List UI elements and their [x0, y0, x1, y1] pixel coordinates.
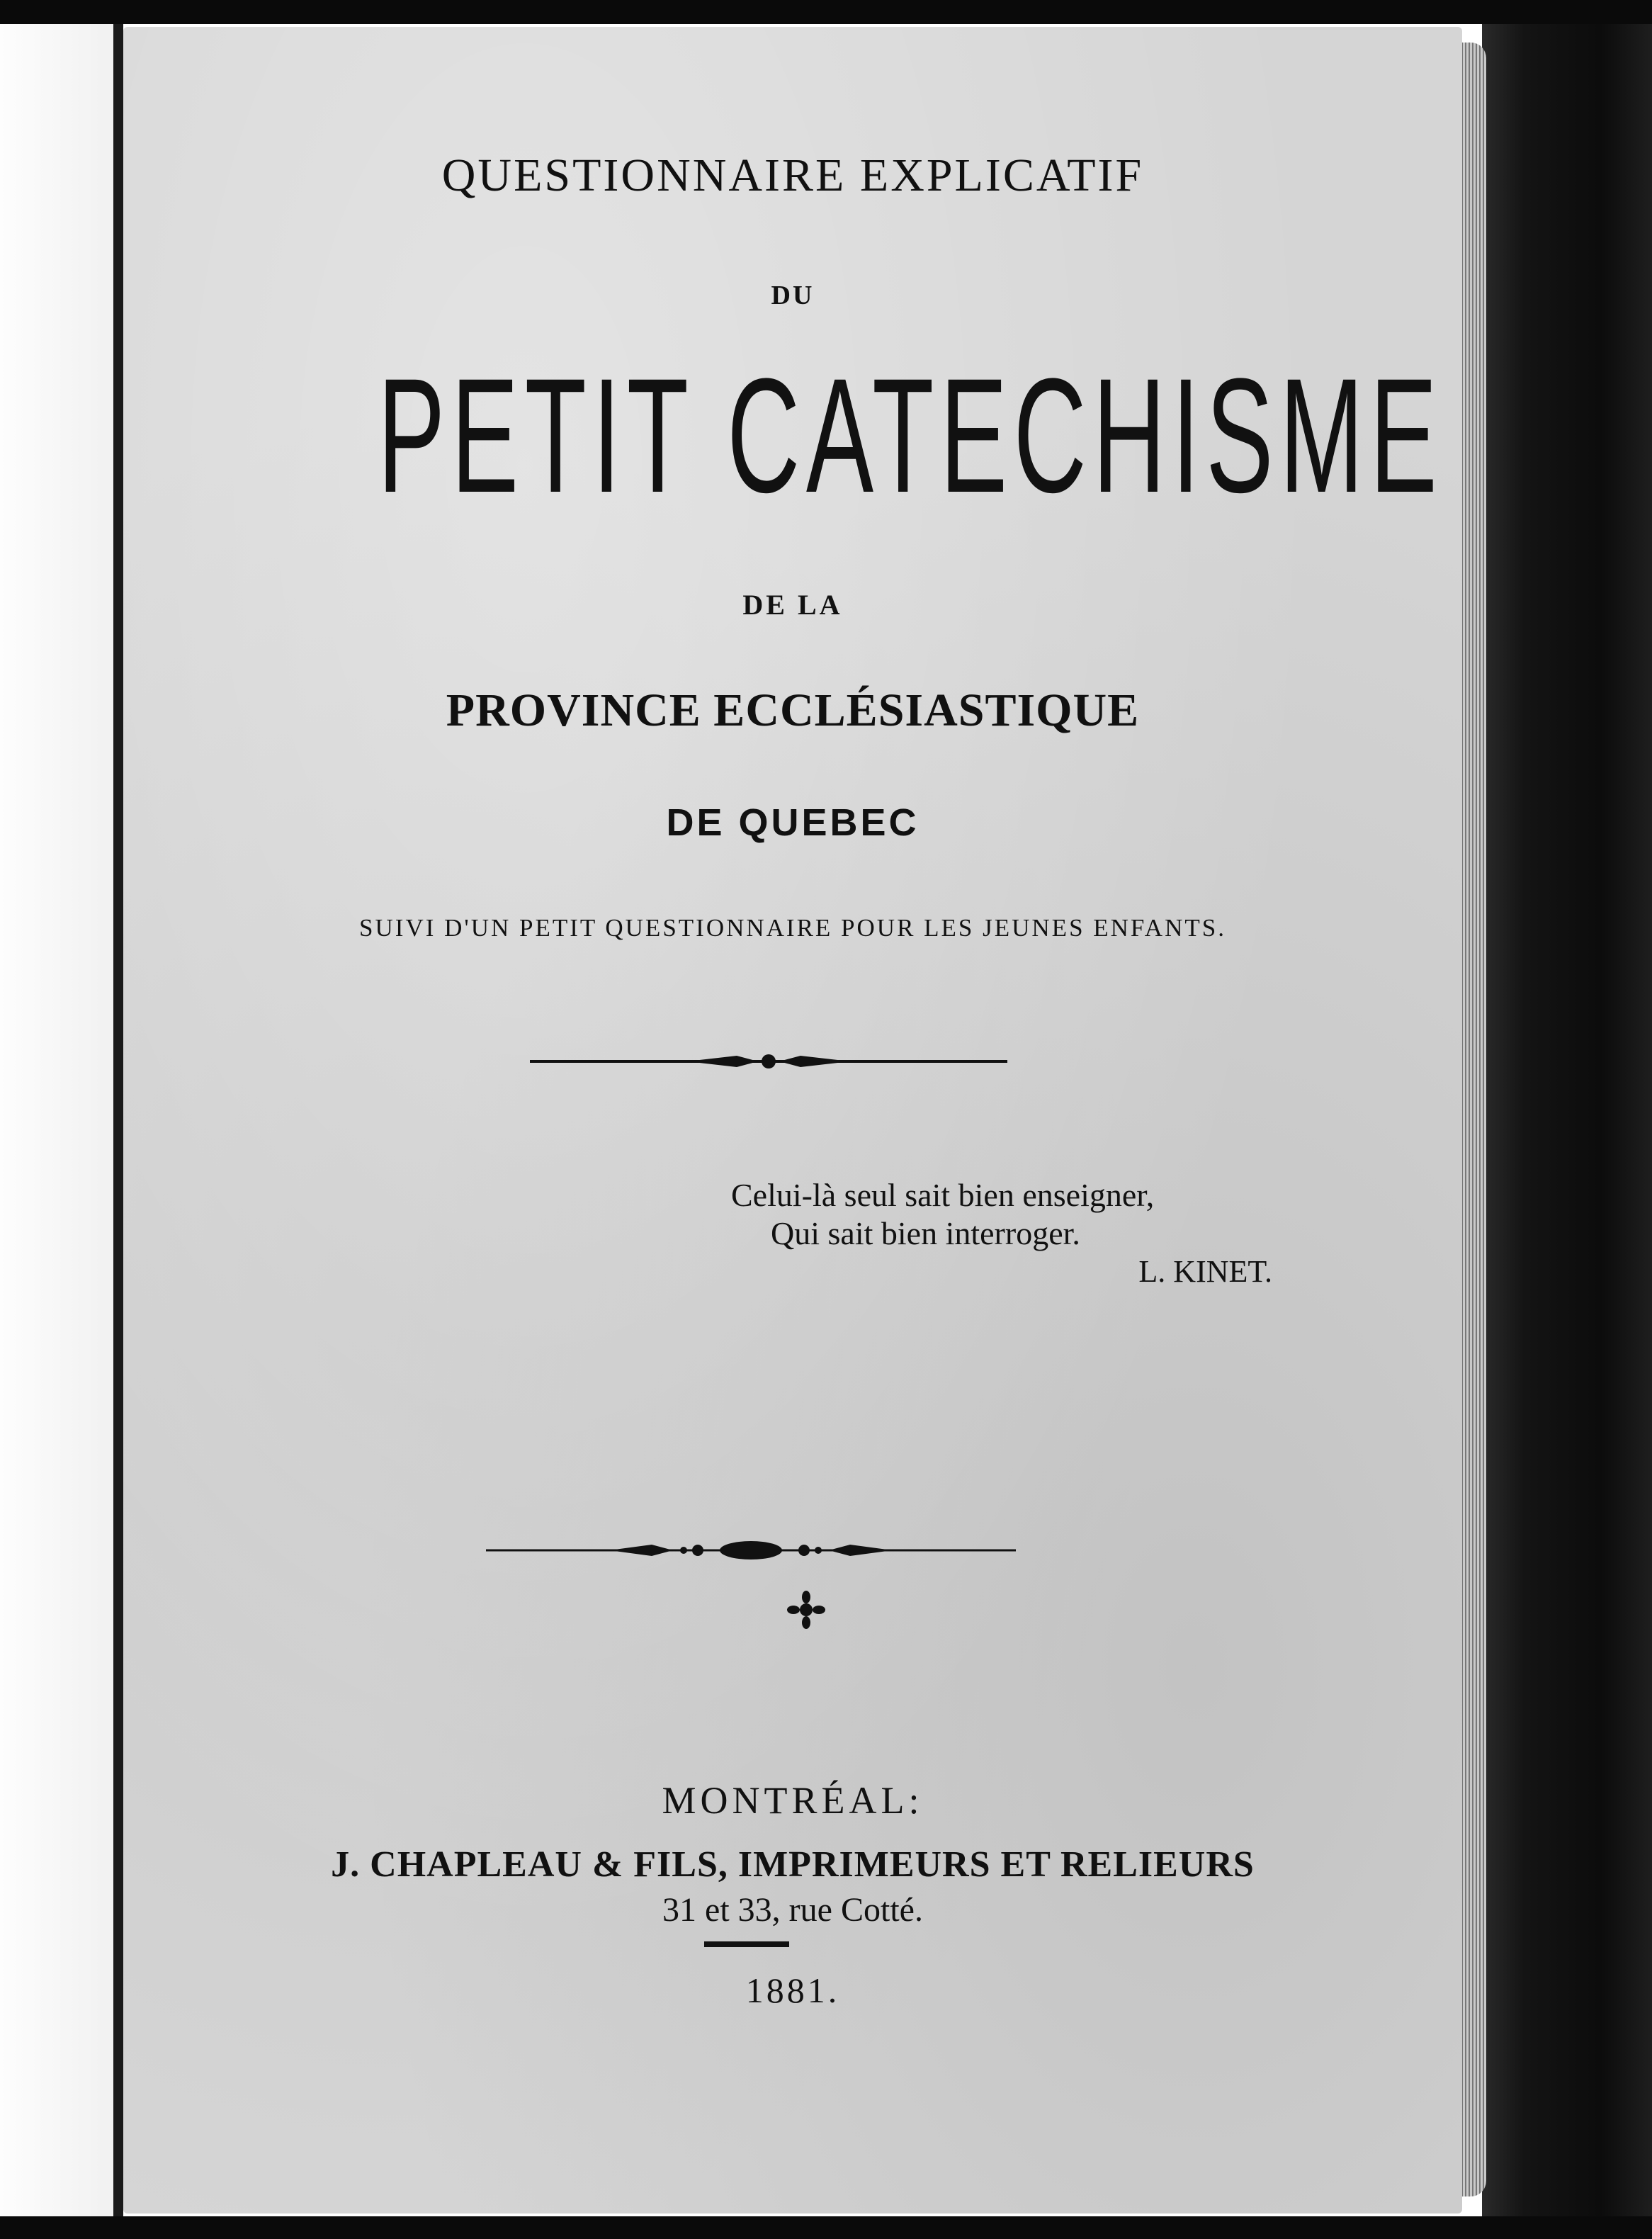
ornamental-rule-top	[524, 1047, 1013, 1076]
imprint-address: 31 et 33, rue Cotté.	[662, 1891, 923, 1929]
fleuron-icon	[785, 1589, 827, 1631]
imprint-year: 1881.	[745, 1970, 840, 2010]
epigraph-verse-2: Qui sait bien interroger.	[771, 1215, 1080, 1251]
book-cover-edge	[1482, 24, 1652, 2216]
facing-page-edge	[0, 24, 123, 2216]
main-title: PETIT CATECHISME	[378, 344, 1444, 526]
title-line-questionnaire: QUESTIONNAIRE EXPLICATIF	[441, 150, 1144, 201]
ornamental-rule-bottom	[482, 1536, 1020, 1564]
scan-frame-top	[0, 0, 1652, 24]
epigraph-verse-1: Celui-là seul sait bien enseigner,	[731, 1177, 1155, 1213]
scan-frame-bottom	[0, 2216, 1652, 2239]
epigraph-author: L. KINET.	[1138, 1254, 1272, 1289]
title-line-quebec: DE QUEBEC	[666, 801, 920, 844]
title-line-province: PROVINCE ECCLÉSIASTIQUE	[446, 684, 1140, 736]
title-line-du: DU	[771, 281, 815, 310]
subtitle: SUIVI D'UN PETIT QUESTIONNAIRE POUR LES JEUNES ENFANTS.	[359, 914, 1226, 942]
imprint-city: MONTRÉAL:	[662, 1779, 924, 1822]
year-rule	[704, 1940, 789, 1948]
title-line-de-la: DE LA	[742, 589, 843, 621]
imprint-publisher: J. CHAPLEAU & FILS, IMPRIMEURS ET RELIEURS	[331, 1844, 1255, 1885]
epigraph	[723, 1176, 1318, 1291]
